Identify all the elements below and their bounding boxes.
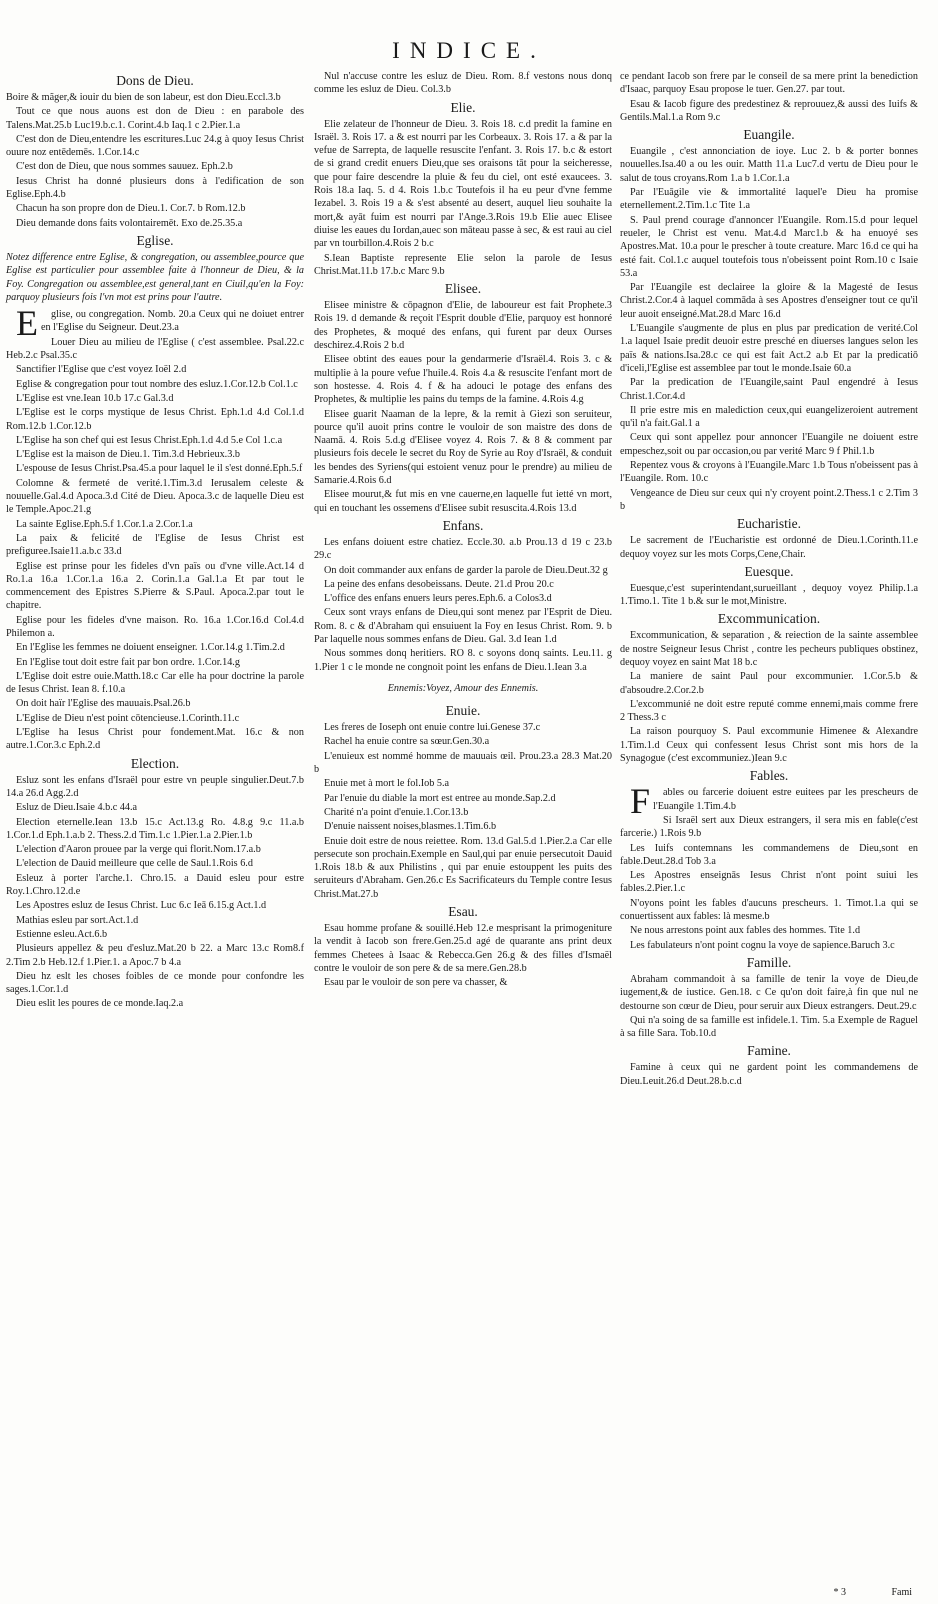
index-entry: La raison pourquoy S. Paul excommunie Himenee & Alexandre 1.Tim.1.d Ceux qui confessent Iesus Christ sont mis hors de la Synagogue (c'est excommuniez.)Iean 9.c: [620, 726, 918, 765]
index-entry: L'Eglise est vne.Iean 10.b 17.c Gal.3.d: [16, 392, 174, 404]
index-entry: Esluz de Dieu.Isaie 4.b.c 44.a: [16, 802, 138, 814]
index-entry: Election eternelle.Iean 13.b 15.c Act.13.g Ro. 4.8.g 9.c 11.a.b 1.Cor.1.d Eph.1.a.b 2. Thess.2.d Tim.1.c 1.Pier.1.a 2.Pier.1.b: [6, 816, 304, 841]
index-entry: Abraham commandoit à sa famille de tenir la voye de Dieu,de iugement,& de iustice. Gen.18. c Ce qu'on doit faire,à fin que nul ne destourne son cœur de Dieu, pour seruir aux Dieux estrangers. Deut.29.c: [620, 973, 918, 1012]
index-entry: Famine à ceux qui ne gardent point les commandemens de Dieu.Leuit.26.d Deut.28.b.c.d: [620, 1062, 918, 1087]
running-head-title: INDICE.: [392, 38, 546, 63]
index-heading: Enuie.: [445, 703, 481, 719]
index-entry: C'est don de Dieu,entendre les escritures.Luc 24.g à quoy Iesus Christ ouure noz entēdemēs. 1.Cor.14.c: [6, 133, 304, 159]
index-entry: Esau homme profane & souillé.Heb 12.e mesprisant la primogeniture la vendit à Iacob son frere.Gen.25.d agé de quarante ans print deux femmes Chetees à Isaac & Rebecca.Gen 26.g & des filles d'Ismaël contre le vouloir de son pere & de sa mere.Gen.28.b: [314, 923, 612, 974]
index-heading: Eucharistie.: [736, 516, 802, 532]
index-entry: Charité n'a point d'enuie.1.Cor.13.b: [324, 806, 469, 818]
index-entry: L'excommunié ne doit estre reputé comme ennemi,mais comme frere 2 Thess.3 c: [620, 698, 918, 724]
index-entry: C'est don de Dieu, que nous sommes sauuez. Eph.2.b: [16, 161, 233, 173]
index-entry: Nul n'accuse contre les esluz de Dieu. Rom. 8.f vestons nous donq comme les esluz de Dieu. Col.3.b: [314, 71, 612, 96]
cross-reference: Ennemis:Voyez, Amour des Ennemis.: [387, 682, 539, 694]
index-entry: Qui n'a soing de sa famille est infidele.1. Tim. 5.a Exemple de Raguel à sa fille Sara. Tob.10.d: [620, 1014, 918, 1040]
index-entry: Les fabulateurs n'ont point cognu la voye de sapience.Baruch 3.c: [630, 939, 895, 951]
index-entry: S.Iean Baptiste represente Elie selon la parole de Iesus Christ.Mat.11.b 17.b.c Marc 9.b: [314, 252, 612, 277]
index-entry: Elisee guarit Naaman de la lepre, & la remit à Giezi son seruiteur, pource qu'il auoit prins contre le vouloir de son maistre des dons de Naamā. 4. Rois 5.d.g d'Elisee voyez 4. Rois 7. & 8 & comment par plusieurs fois decele le secret du Roy de Syrie au Roy d'Israël, & conduit les bendes des Syriens(qui estoient venuz pour le prendre) au milieu de Samarie.4.Rois 6.d: [314, 408, 612, 487]
index-entry-initial: Eglise, ou congregation. Nomb. 20.a Ceux qui ne doiuet entrer en l'Eglise du Seigneur. Deut.23.a: [16, 303, 304, 344]
index-entry: Plusieurs appellez & peu d'esluz.Mat.20 b 22. a Marc 13.c Rom8.f 2.Tim 2.b Heb.12.f 1.Pier.1. a Apoc.7 b 4.a: [6, 943, 304, 968]
index-entry: S. Paul prend courage d'annoncer l'Euangile. Rom.15.d pour lequel reueler, le Christ est venu. Mat.4.d Marc1.b & ha enuoyé ses Apostres.Mat. 10.a pour le prescher à toute creature. Marc 16.d ce qui ha esté fait. Col.1.c auquel toutefois tous n'obeissent point Rom.10 c Isaie 53.a: [620, 214, 918, 279]
index-entry: Repentez vous & croyons à l'Euangile.Marc 1.b Tous n'obeissent pas à l'Euangile. Rom. 10.c: [620, 460, 918, 485]
index-entry: On doit commander aux enfans de garder la parole de Dieu.Deut.32 g: [324, 564, 608, 576]
index-heading: Enfans.: [442, 517, 484, 533]
catchword: Fami: [891, 1587, 912, 1598]
index-entry: En l'Eglise les femmes ne doiuent enseigner. 1.Cor.14.g 1.Tim.2.d: [16, 642, 285, 654]
index-entry: Eglise & congregation pour tout nombre des esluz.1.Cor.12.b Col.1.c: [16, 378, 298, 390]
index-heading: Eglise.: [136, 232, 174, 248]
index-entry-continued: Boire & mãger,& iouir du bien de son labeur, est don Dieu.Eccl.3.b: [6, 92, 281, 103]
index-heading: Election.: [130, 755, 180, 771]
index-entry: La paix & felicité de l'Eglise de Iesus Christ est prefiguree.Isaie11.a.b.c 33.d: [6, 532, 304, 558]
index-entry: Tout ce que nous auons est don de Dieu : en parabole des Talens.Mat.25.b Luc19.b.c.1. Corint.4.b Iaq.1 c 2.Pier.1.a: [6, 106, 304, 131]
index-heading: Famine.: [747, 1043, 791, 1059]
index-entry: On doit haïr l'Eglise des mauuais.Psal.26.b: [16, 698, 191, 710]
index-entry: La maniere de saint Paul pour excommunier. 1.Cor.5.b & d'absoudre.2.Cor.2.b: [620, 671, 918, 696]
index-entry-continued: ce pendant Iacob son frere par le conseil de sa mere print la benediction d'Isaac, parquoy Esau propose le tuer. Gen.27. par tout.: [620, 71, 918, 96]
index-entry: L'Euangile s'augmente de plus en plus par predication de verité.Col 1.a laquel Isaie predit deuoir estre presché en diuerses langues selon les païs & nations.Isa.28.c ce qui est fait Act.2 a.b Et par la predicatiō d'iceli,l'Eglise est assemblee par tout le monde.Isaie 60.a: [620, 323, 918, 374]
index-entry: Enuie met à mort le fol.Iob 5.a: [324, 778, 450, 790]
index-entry: Euesque,c'est superintendant,surueillant , dequoy voyez Philip.1.a 1.Timo.1. Tite 1 b.& sur le mot,Ministre.: [620, 582, 918, 608]
index-entry: Les Iuifs contemnans les commandemens de Dieu,sont en fable.Deut.28.d Tob 3.a: [620, 842, 918, 867]
index-entry: Ceux sont vrays enfans de Dieu,qui sont menez par l'Esprit de Dieu. Rom. 8. c & d'Abraham qui ensuiuent la Foy en Iesus Christ. Rom. 9. b Par laquelle nous sommes enfans de Dieu. Gal. 3.d Iean 1.d: [314, 607, 612, 645]
index-entry: L'Eglise de Dieu n'est point cōtencieuse.1.Corinth.11.c: [16, 712, 240, 724]
signature-mark: * 3: [833, 1587, 846, 1598]
index-entry: L'espouse de Iesus Christ.Psa.45.a pour laquel le il s'est donné.Eph.5.f: [16, 463, 303, 475]
index-entry: Esleuz à porter l'arche.1. Chro.15. a Dauid esleu pour estre Roy.1.Chro.12.d.e: [6, 872, 304, 898]
index-entry-initial: Fables ou farcerie doiuent estre euitees par les prescheurs de l'Euangile 1.Tim.4.b: [630, 781, 918, 822]
index-entry: L'office des enfans enuers leurs peres.Eph.6. a Colos3.d: [324, 593, 552, 605]
index-entry: En l'Eglise tout doit estre fait par bon ordre. 1.Cor.14.g: [16, 656, 240, 668]
index-entry: La peine des enfans desobeissans. Deute. 21.d Prou 20.c: [324, 578, 554, 590]
index-entry: Rachel ha enuie contre sa sœur.Gen.30.a: [324, 736, 490, 748]
index-column-2: [314, 70, 612, 991]
index-entry: L'Eglise est la maison de Dieu.1. Tim.3.d Hebrieux.3.b: [16, 449, 240, 461]
index-entry: Euangile , c'est annonciation de ioye. Luc 2. b & porter bonnes nouuelles.Isa.40 a ou les ouir. Matth 11.a Luc7.d vertu de Dieu pour le salut de tous croyans.Rom 1.a b 1.Cor.1.a: [620, 146, 918, 184]
index-entry: Eglise pour les fideles d'vne maison. Ro. 16.a 1.Cor.16.d Col.4.d Philemon a.: [6, 614, 304, 639]
index-entry: Dieu eslit les poures de ce monde.Iaq.2.a: [16, 998, 184, 1010]
index-heading: Euangile.: [743, 127, 795, 143]
index-entry: Dieu demande dons faits volontairemēt. Exo de.25.35.a: [16, 217, 243, 229]
index-entry: La sainte Eglise.Eph.5.f 1.Cor.1.a 2.Cor.1.a: [16, 518, 193, 530]
index-entry: Par l'Euāgile vie & immortalité laquel'e Dieu ha promise eternellement.2.Tim.1.c Tite 1.a: [620, 187, 918, 212]
index-entry: Par la predication de l'Euangile,saint Paul engendré à Iesus Christ.1.Cor.4.d: [620, 377, 918, 402]
index-heading: Excommunication.: [717, 611, 821, 627]
index-entry: N'oyons point les fables d'aucuns prescheurs. 1. Timot.1.a qui se conuertissent aux fables: là mesme.b: [620, 897, 918, 923]
index-entry: L'election de Dauid meilleure que celle de Saul.1.Rois 6.d: [16, 858, 253, 870]
index-entry: Estienne esleu.Act.6.b: [16, 928, 108, 940]
index-note: Notez difference entre Eglise, & congregation, ou assemblee,pource que Eglise est particulier pour assemblee faite à l'honneur de Dieu, & la Foy. Congregation ou assemblee,est general,tant en Ciuil,qu'en la Foy: parquoy plusieurs fois l'vn mot est prins pour l'autre.: [6, 251, 304, 303]
index-entry: Il prie estre mis en malediction ceux,qui euangelizeroient autrement qu'il n'a fait.Gal.1 a: [620, 404, 918, 430]
index-heading: Euesque.: [744, 563, 794, 579]
index-heading: Elie.: [450, 99, 476, 115]
index-column-1: [6, 70, 304, 1012]
index-heading: Elisee.: [444, 281, 482, 297]
index-column-3: [620, 70, 918, 1089]
index-entry: Les Apostres esluz de Iesus Christ. Luc 6.c Ieā 6.15.g Act.1.d: [16, 900, 267, 912]
index-entry: Colomne & fermeté de verité.1.Tim.3.d Ierusalem celeste & nouuelle.Gal.4.d Apoca.3.d Cité de Dieu. Apoca.3.c de laquelle Dieu est le Temple.Apoc.21.g: [6, 477, 304, 516]
index-heading: Dons de Dieu.: [116, 73, 194, 88]
index-entry: L'Eglise doit estre ouie.Matth.18.c Car elle ha pour doctrine la parole de Iesus Christ. Iean 8. f.10.a: [6, 670, 304, 696]
index-entry: Nous sommes donq heritiers. RO 8. c soyons donq saints. Leu.11. g 1.Pier 1 c le monde ne congnoit point les enfans de Dieu.1.Iean 3.a: [314, 648, 612, 673]
index-entry: Elie zelateur de l'honneur de Dieu. 3. Rois 18. c.d predit la famine en Israël. 3. Rois 17. a & est nourri par les Corbeaux. 3. Rois 17. a & par la vefue de Sarrepta, de laquelle resuscite l'enfant. 3. Rois 17. b.c & estort de si grand credit enuers Dieu,que ses oraisons tāt pour la seicheresse, que pour faire descendre la pluie & feu du ciel, ont esté exaucees. 3. Rois 18.a Iaq. 5. d 4. Rois 1.b.c Toutefois il ha eu peur d'vne femme Iezabel. 3. Rois 19 a & s'est absenté au desert, auquel lieu souhaite la mort,& ayāt fuim est nourri par l'Ange.3.Rois 19.b Elie auec Elisee diuise les eaues du Iordan,auec son māteau passe à sec, & est raui au ciel par vn tourbillon.4.Rois 2 b.c: [314, 118, 612, 250]
index-entry: D'enuie naissent noises,blasmes.1.Tim.6.b: [324, 821, 497, 833]
index-entry: Eglise est prinse pour les fideles d'vn païs ou d'vne ville.Act.14 d Ro.1.a 16.a 1.Cor.1.a 16.a 2. Corin.1.a Gal.1.a Et par tout le commencement des Epistres S.Pierre & S.Paul. Apoca.2.par tout le chapitre.: [6, 560, 304, 612]
index-entry: Les enfans doiuent estre chatiez. Eccle.30. a.b Prou.13 d 19 c 23.b 29.c: [314, 536, 612, 562]
index-entry: Le sacrement de l'Eucharistie est ordonné de Dieu.1.Corinth.11.e dequoy voyez sur les mots Corps,Cene,Chair.: [620, 535, 918, 560]
index-entry: L'Eglise ha son chef qui est Iesus Christ.Eph.1.d 4.d 5.e Col 1.c.a: [16, 434, 283, 446]
index-entry: L'enuieux est nommé homme de mauuais œil. Prou.23.a 28.3 Mat.20 b: [314, 750, 612, 776]
index-entry: Louer Dieu au milieu de l'Eglise ( c'est assemblee. Psal.22.c Heb.2.c Psal.35.c: [6, 336, 304, 362]
index-entry: L'Eglise ha Iesus Christ pour fondement.Mat. 16.c & non autre.1.Cor.3.c Eph.2.d: [6, 727, 304, 752]
index-entry: Par l'enuie du diable la mort est entree au monde.Sap.2.d: [324, 792, 556, 804]
index-entry: Par l'Euangile est declairee la gloire & la Magesté de Iesus Christ.2.Cor.4 à laquel commāda à ses Apostres d'enseigner tout ce qu'il leur auoit enseigné.Mat.28.d Marc 16.d: [620, 282, 918, 320]
index-heading: Fables.: [749, 768, 789, 784]
index-entry: Sanctifier l'Eglise que c'est voyez Ioël 2.d: [16, 364, 187, 376]
index-entry: Ne nous arrestons point aux fables des hommes. Tite 1.d: [630, 925, 861, 937]
index-entry: Les Apostres enseignās Iesus Christ n'ont point suiui les fables.2.Pier.1.c: [620, 870, 918, 895]
index-entry: Elisee ministre & cōpagnon d'Elie, de laboureur est fait Prophete.3 Rois 19. d demande & reçoit l'Esprit double d'Elie, parquoy est honnoré des Prophetes, & moqué des enfans, qui furent par deux Ourses deschirez.4.Rois 2 b.d: [314, 300, 612, 352]
index-entry: L'Eglise est le corps mystique de Iesus Christ. Eph.1.d 4.d Col.1.d Rom.12.b 1.Cor.12.b: [6, 407, 304, 432]
index-entry: Elisee mourut,& fut mis en vne cauerne,en laquelle fut ietté vn mort, qui en touchant les ossemens d'Elisee subit resuscita.4.Rois 13.d: [314, 489, 612, 514]
index-entry: Iesus Christ ha donné plusieurs dons à l'edification de son Eglise.Eph.4.b: [6, 175, 304, 201]
index-entry: Ceux qui sont appellez pour annoncer l'Euangile ne doiuent estre empeschez,soit ou par occasion,ou par verité Marc 9 f Phil.1.b: [620, 432, 918, 457]
index-entry: Elisee obtint des eaues pour la gendarmerie d'Israël.4. Rois 3. c & multiplie à la poure vefue l'huile.4. Rois 4.a & resuscite l'enfant mort de son hostesse. 4. Rois 4. f & ha adouci le potage des enfans des Prophetes, & multiplie les pains du temps de la famine. 4.Rois 4.g: [314, 354, 612, 406]
index-heading: Esau.: [448, 904, 478, 920]
index-entry: Enuie doit estre de nous reiettee. Rom. 13.d Gal.5.d 1.Pier.2.a Car elle persecute son prochain.Exemple en Saul,qui par enuie persecutoit Dauid 1.Rois 18.b & aux Philistins , qui par enuie estouppent les puits des seruiteurs d'Abraham. Gen.26.c Es Sacrificateurs du Temple contre Iesus Christ.Mat.27.b: [314, 835, 612, 900]
index-entry: Chacun ha son propre don de Dieu.1. Cor.7. b Rom.12.b: [16, 203, 246, 215]
index-entry: Esau & Iacob figure des predestinez & reprouuez,& aussi des Iuifs & Gentils.Mal.1.a Rom 9.c: [620, 98, 918, 123]
index-entry: Dieu hz eslt les choses foibles de ce monde pour confondre les sages.1.Cor.1.d: [6, 970, 304, 996]
index-entry: Si Israël sert aux Dieux estrangers, il sera mis en fable(c'est farcerie.) 1.Rois 9.b: [620, 814, 918, 840]
index-heading: Famille.: [746, 954, 792, 970]
index-entry: Esau par le vouloir de son pere va chasser, &: [324, 977, 508, 989]
index-entry: Les freres de Ioseph ont enuie contre lui.Genese 37.c: [324, 722, 541, 734]
index-entry: L'election d'Aaron prouee par la verge qui florit.Nom.17.a.b: [16, 844, 261, 856]
index-entry: Mathias esleu par sort.Act.1.d: [16, 914, 139, 926]
index-entry: Vengeance de Dieu sur ceux qui n'y croyent point.2.Thess.1 c 2.Tim 3 b: [620, 487, 918, 512]
index-entry: Esluz sont les enfans d'Israël pour estre vn peuple singulier.Deut.7.b 14.a 26.d Agg.2.d: [6, 774, 304, 799]
index-entry: Excommunication, & separation , & reiection de la sainte assemblee de nostre Seigneur Iesus Christ , contre les pecheurs publiques obstinez, dequoy voyez en saint Mat 18 b.c: [620, 630, 918, 668]
